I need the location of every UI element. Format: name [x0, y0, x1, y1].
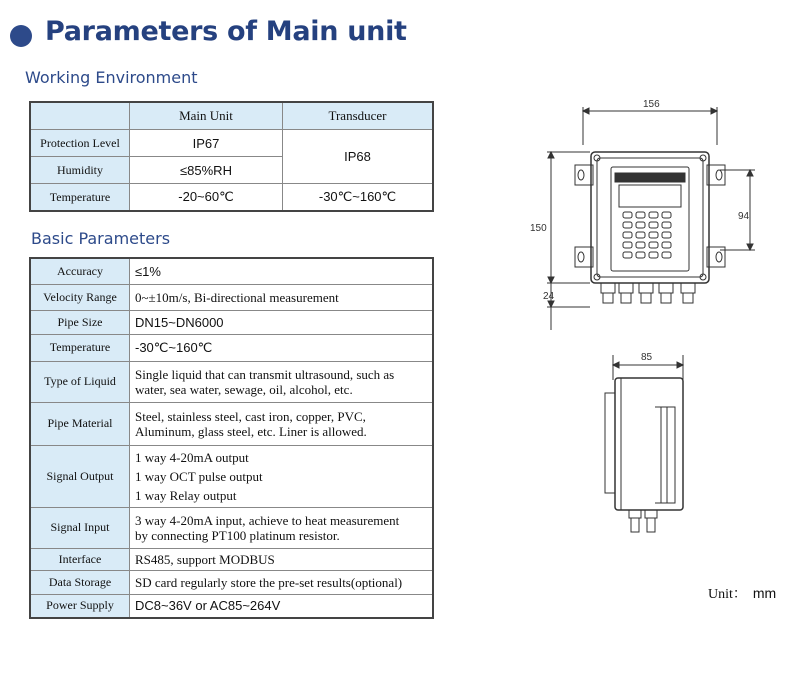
interface-label: Interface — [30, 548, 130, 570]
unit-label: Unit： — [708, 587, 747, 602]
material-label: Pipe Material — [30, 402, 130, 445]
table-row — [30, 258, 433, 284]
env-temperature-label: Temperature — [30, 184, 130, 212]
dim-side-text: 85 — [641, 352, 653, 363]
liquid-value — [130, 361, 434, 402]
header-blank — [30, 102, 130, 130]
table-row — [30, 548, 433, 570]
dim-width-text: 156 — [643, 99, 660, 110]
power-label: Power Supply — [30, 594, 130, 618]
pipe-size-value: DN15~DN6000 — [130, 310, 434, 334]
table-row — [30, 570, 433, 594]
temperature-value: -30℃~160℃ — [130, 334, 434, 361]
material-line-2: Aluminum, glass steel, etc. Liner is allowed. — [135, 423, 367, 439]
protection-main-value: IP67 — [130, 130, 283, 157]
unit-note — [708, 583, 776, 603]
table-row — [30, 284, 433, 310]
liquid-line-1: Single liquid that can transmit ultrasound, such as — [135, 366, 395, 382]
basic-parameters-heading: Basic Parameters — [31, 229, 171, 248]
input-line-2: by connecting PT100 platinum resistor. — [135, 527, 340, 543]
table-row — [30, 507, 433, 548]
table-row — [30, 594, 433, 618]
front-view-drawing — [530, 95, 775, 340]
interface-value: RS485, support MODBUS — [130, 548, 434, 570]
protection-label: Protection Level — [30, 130, 130, 157]
power-value: DC8~36V or AC85~264V — [130, 594, 434, 618]
unit-value: mm — [752, 585, 777, 601]
basic-parameters-table — [29, 257, 434, 619]
table-row — [30, 445, 433, 507]
output-line-1: 1 way 4-20mA output — [135, 449, 249, 465]
dim-inner-text: 94 — [738, 211, 750, 222]
page-title: Parameters of Main unit — [45, 16, 407, 47]
liquid-line-2: water, sea water, sewage, oil, alcohol, etc. — [135, 381, 353, 397]
title-bullet — [10, 25, 32, 47]
transducer-ip-value: IP68 — [283, 130, 434, 184]
material-line-1: Steel, stainless steel, cast iron, copper, PVC, — [135, 408, 366, 424]
input-label: Signal Input — [30, 507, 130, 548]
env-temperature-main-value: -20~60℃ — [130, 184, 283, 212]
accuracy-label: Accuracy — [30, 258, 130, 284]
accuracy-value: ≤1% — [130, 258, 434, 284]
dim-height-text: 150 — [530, 223, 547, 234]
dim-bottom-text: 24 — [543, 291, 555, 302]
table-row — [30, 361, 433, 402]
working-environment-table — [29, 101, 434, 212]
storage-label: Data Storage — [30, 570, 130, 594]
pipe-size-label: Pipe Size — [30, 310, 130, 334]
liquid-label: Type of Liquid — [30, 361, 130, 402]
velocity-label: Velocity Range — [30, 284, 130, 310]
table-row — [30, 130, 433, 157]
working-environment-heading: Working Environment — [25, 68, 198, 87]
humidity-label: Humidity — [30, 157, 130, 184]
env-temperature-transducer-value: -30℃~160℃ — [283, 184, 434, 212]
table-row — [30, 310, 433, 334]
output-line-3: 1 way Relay output — [135, 487, 237, 503]
storage-value: SD card regularly store the pre-set results(optional) — [130, 570, 434, 594]
table-row — [30, 102, 433, 130]
side-view-drawing — [595, 345, 705, 540]
humidity-main-value: ≤85%RH — [130, 157, 283, 184]
header-main-unit: Main Unit — [130, 102, 283, 130]
velocity-value: 0~±10m/s, Bi-directional measurement — [130, 284, 434, 310]
table-row — [30, 402, 433, 445]
temperature-label: Temperature — [30, 334, 130, 361]
table-row — [30, 184, 433, 212]
table-row — [30, 334, 433, 361]
material-value — [130, 402, 434, 445]
input-value — [130, 507, 434, 548]
header-transducer: Transducer — [283, 102, 434, 130]
output-label: Signal Output — [30, 445, 130, 507]
output-line-2: 1 way OCT pulse output — [135, 468, 263, 484]
output-value — [130, 445, 434, 507]
input-line-1: 3 way 4-20mA input, achieve to heat measurement — [135, 512, 400, 528]
